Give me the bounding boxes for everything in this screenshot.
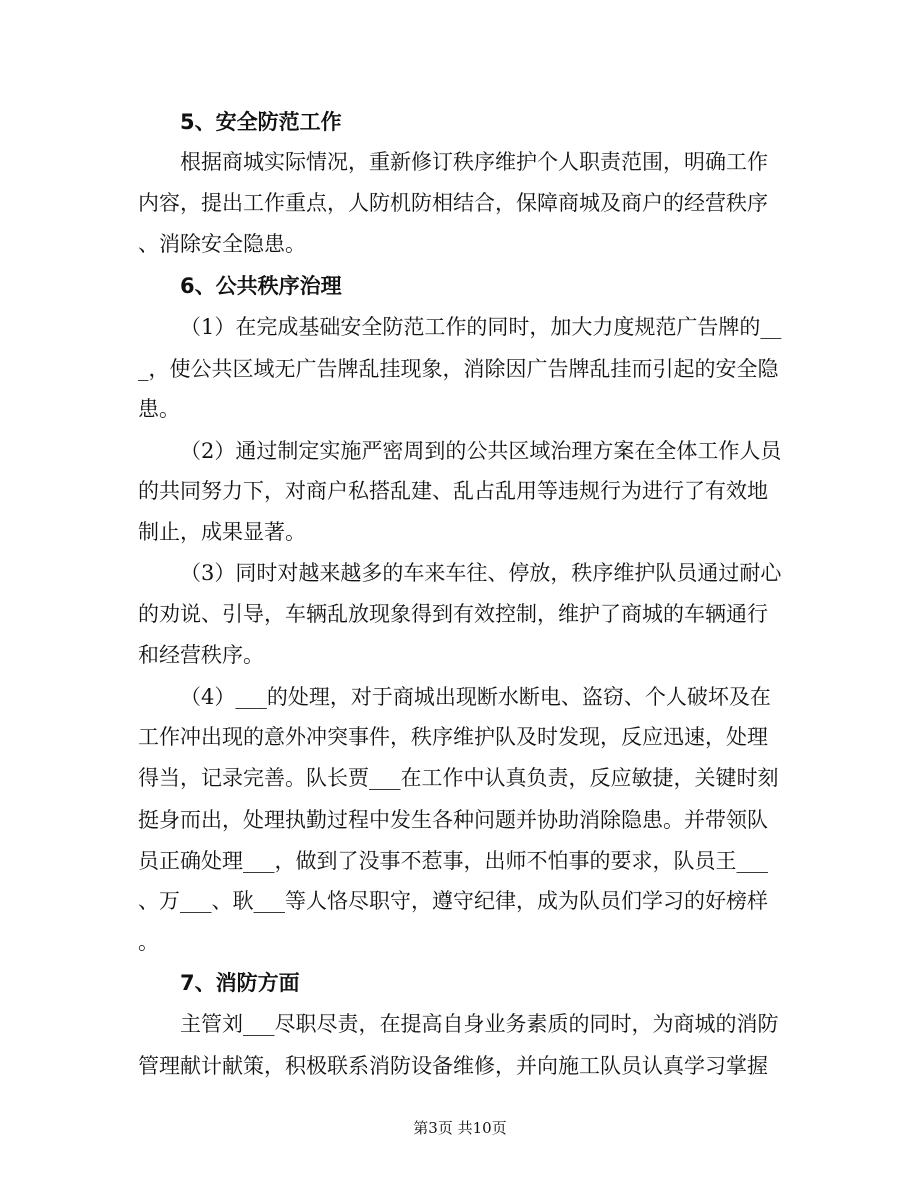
item-2-line-3: 制止，成果显著。 — [138, 520, 306, 544]
item-4-line-5: 员正确处理___，做到了没事不惹事，出师不怕事的要求，队员王___ — [138, 849, 768, 873]
item-4-line-3: 得当，记录完善。队长贾___在工作中认真负责，反应敏捷，关键时刻 — [138, 766, 779, 790]
item-1-line-3: 患。 — [138, 397, 180, 421]
page-number-footer: 第3页 共10页 — [413, 1119, 507, 1137]
section-5-line-3: 、消除安全隐患。 — [138, 232, 306, 256]
item-4-line-7: 。 — [138, 930, 159, 954]
section-5-line-2: 内容，提出工作重点，人防机防相结合，保障商城及商户的经营秩序 — [138, 191, 768, 215]
section-7-line-1: 主管刘___尽职尽责，在提高自身业务素质的同时，为商城的消防 — [180, 1012, 779, 1036]
section-7-line-2: 管理献计献策，积极联系消防设备维修，并向施工队员认真学习掌握 — [138, 1054, 768, 1078]
item-4-line-6: 、万___、耿___等人恪尽职守，遵守纪律，成为队员们学习的好榜样 — [138, 889, 768, 913]
section-5-line-1: 根据商城实际情况，重新修订秩序维护个人职责范围，明确工作 — [180, 150, 768, 174]
item-1-line-1: （1）在完成基础安全防范工作的同时，加大力度规范广告牌的__ — [180, 315, 782, 339]
item-3-line-1: （3）同时对越来越多的车来车往、停放，秩序维护队员通过耐心 — [180, 561, 782, 585]
section-7-heading: 7、消防方面 — [180, 971, 300, 995]
item-3-line-2: 的劝说、引导，车辆乱放现象得到有效控制，维护了商城的车辆通行 — [138, 602, 768, 626]
item-3-line-3: 和经营秩序。 — [138, 643, 264, 667]
item-2-line-1: （2）通过制定实施严密周到的公共区域治理方案在全体工作人员 — [180, 439, 782, 463]
item-1-line-2: _，使公共区域无广告牌乱挂现象，消除因广告牌乱挂而引起的安全隐 — [138, 357, 779, 381]
item-4-line-4: 挺身而出，处理执勤过程中发生各种问题并协助消除隐患。并带领队 — [138, 808, 768, 832]
section-6-heading: 6、公共秩序治理 — [180, 274, 342, 298]
section-5-heading: 5、安全防范工作 — [180, 110, 342, 134]
item-4-line-1: （4）___的处理，对于商城出现断水断电、盗窃、个人破坏及在 — [180, 685, 771, 709]
item-4-line-2: 工作冲出现的意外冲突事件，秩序维护队及时发现，反应迅速，处理 — [138, 725, 768, 749]
item-2-line-2: 的共同努力下，对商户私搭乱建、乱占乱用等违规行为进行了有效地 — [138, 479, 768, 503]
